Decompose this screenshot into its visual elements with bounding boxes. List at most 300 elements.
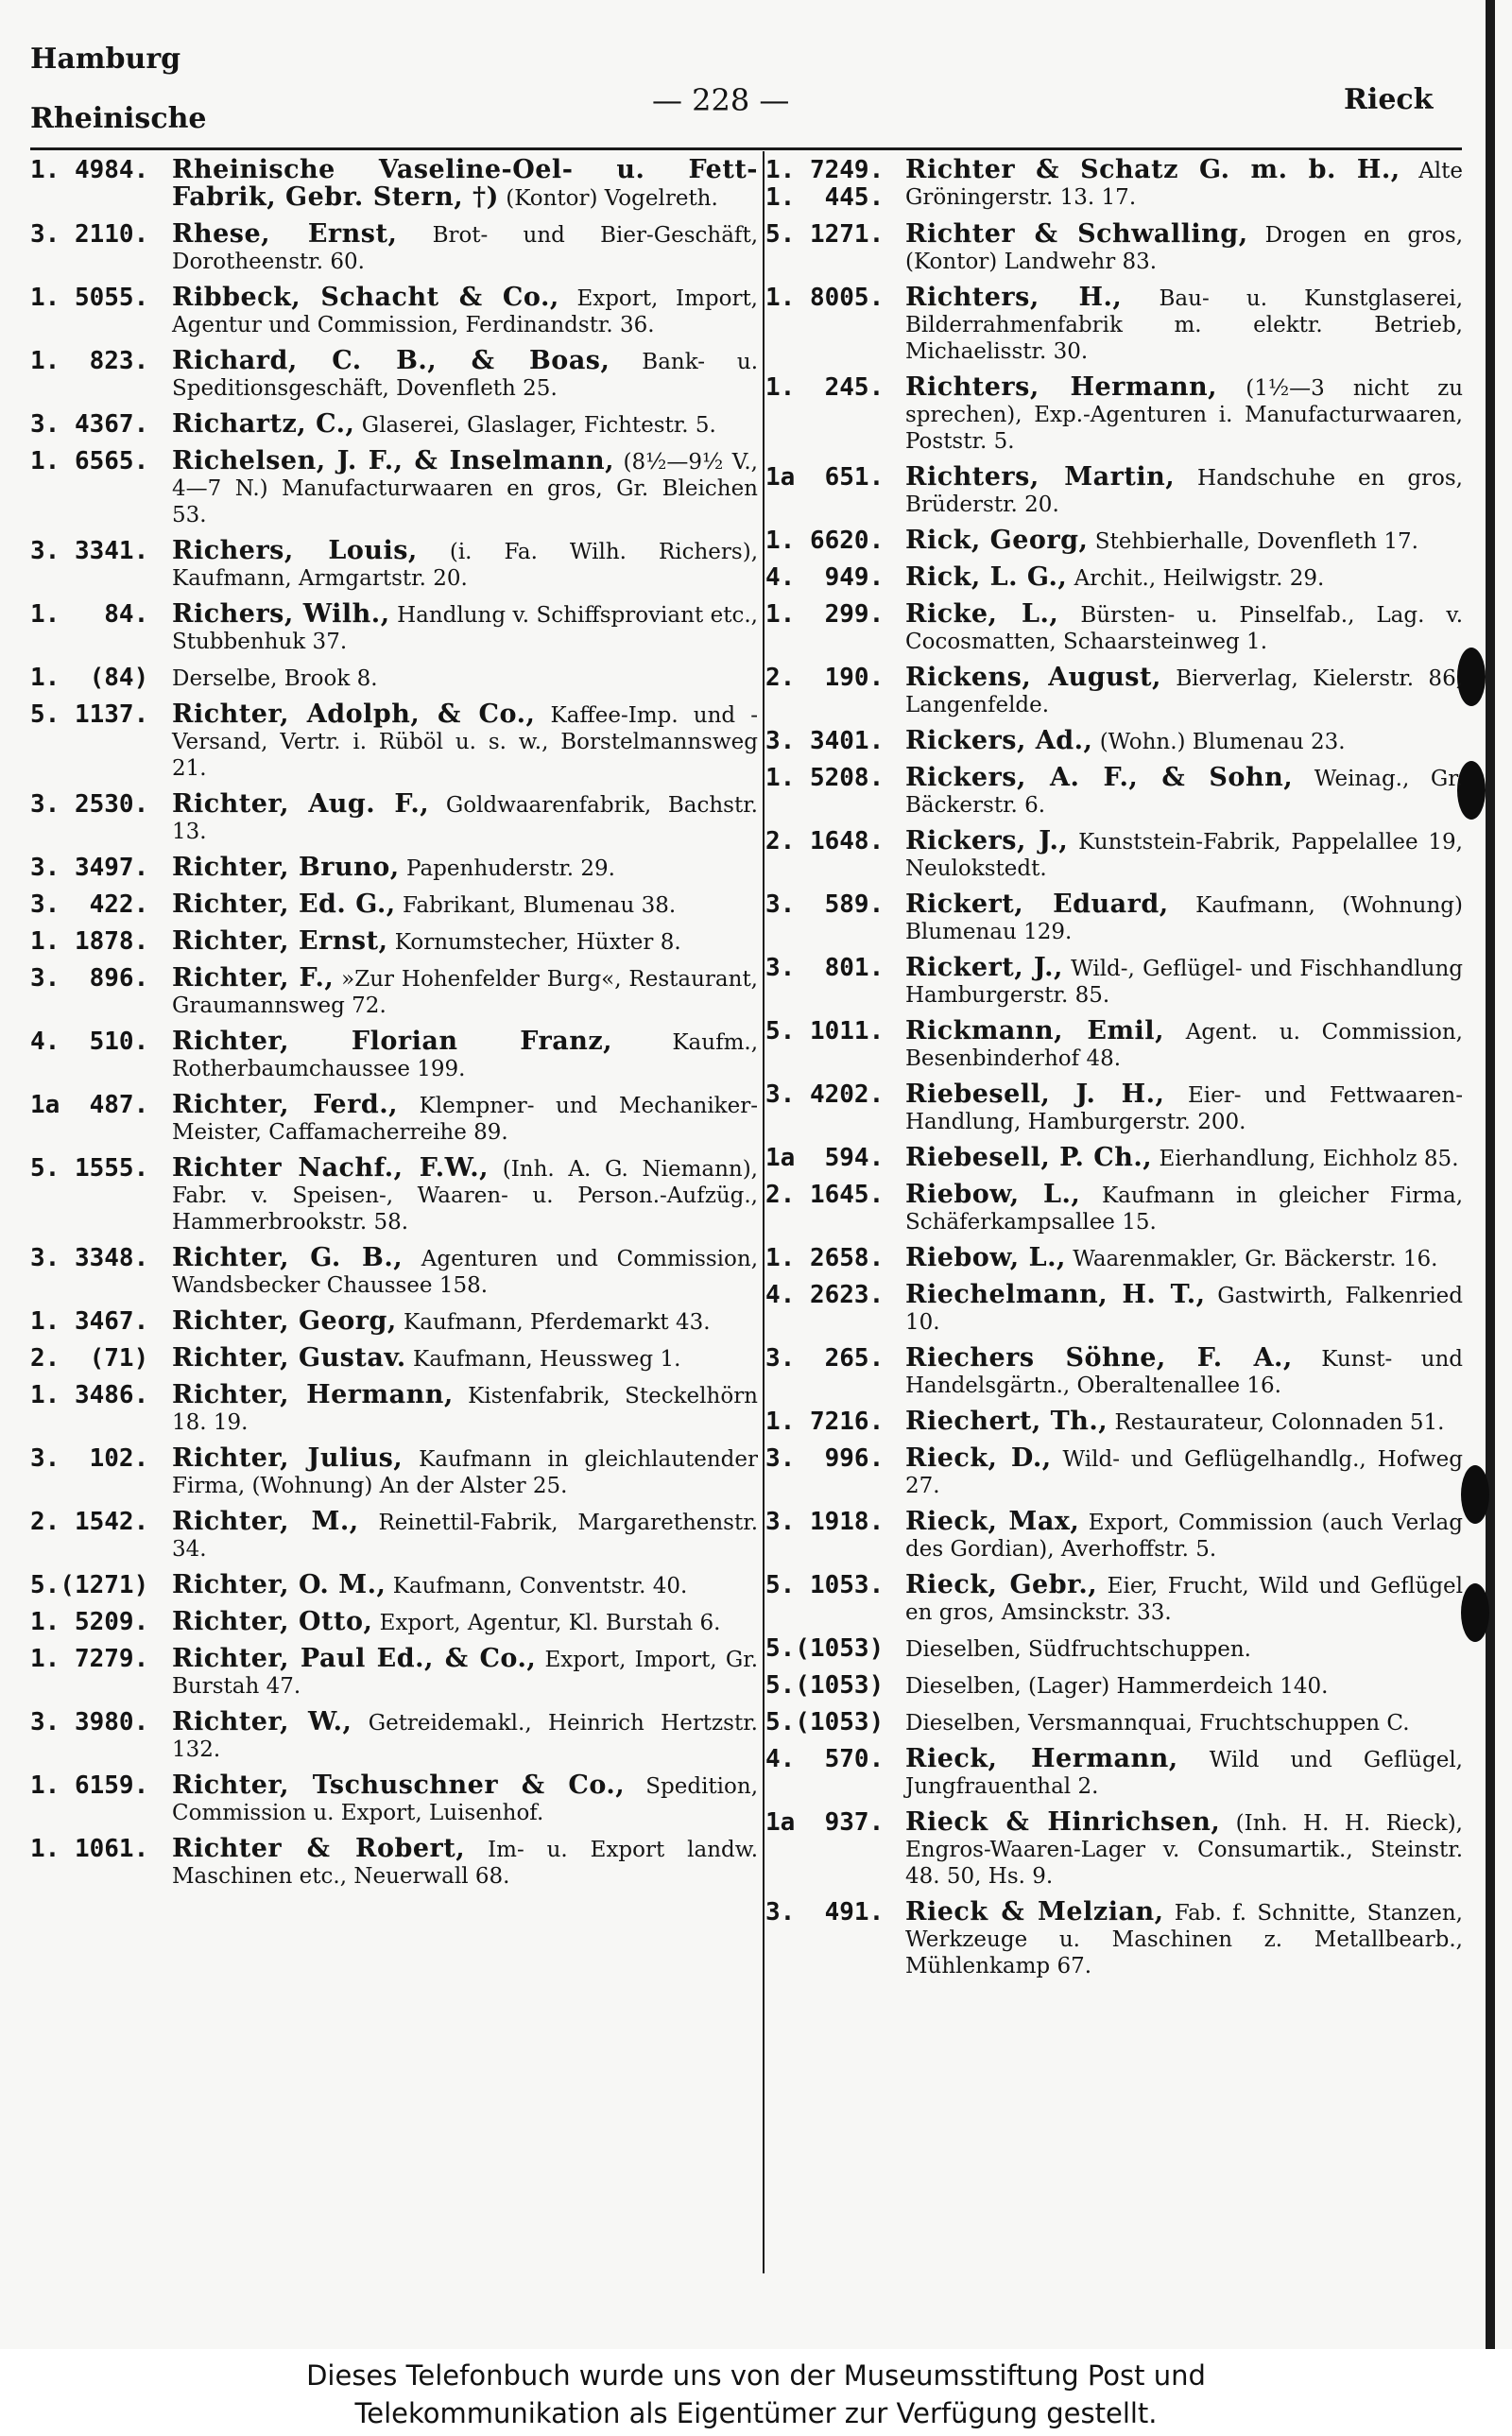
phone-number: 1a 937. <box>765 1808 885 1837</box>
entry-text <box>905 1672 1463 1700</box>
phone-number: 3. 102. <box>30 1444 149 1473</box>
entry-details: (1½—3 nicht zu sprechen), Exp.-Agenturen i. Manufacturwaaren, Poststr. 5. <box>905 376 1464 454</box>
phone-number: 3. 996. <box>765 1444 885 1473</box>
phone-number: 1. 7216. <box>765 1408 885 1436</box>
phone-number: 4. 949. <box>765 563 885 592</box>
entry-text <box>172 1572 758 1599</box>
entry-text <box>172 665 758 692</box>
entry-text <box>172 791 758 845</box>
directory-entry <box>765 1899 1463 1979</box>
footer-line-2: Telekommunikation als Eigentümer zur Verfügung gestellt. <box>354 2397 1158 2429</box>
directory-entry <box>765 601 1463 655</box>
phone-number: 1. 7249. 1. 445. <box>765 156 885 212</box>
phone-number: 1. 5209. <box>30 1608 149 1636</box>
entry-details: Export, Agentur, Kl. Burstah 6. <box>379 1611 721 1635</box>
entry-details: Alte Gröningerstr. 13. 17. <box>905 159 1464 210</box>
entry-text <box>172 221 758 275</box>
entry-text <box>905 1245 1463 1272</box>
entry-details: Export, Import, Gr. Burstah 47. <box>172 1648 759 1699</box>
entry-name: Richters, H., <box>905 283 1123 312</box>
entry-name: Rickers, Ad., <box>905 726 1093 755</box>
binding-hole <box>1461 1465 1489 1524</box>
entry-text <box>905 1408 1463 1436</box>
entry-details: Brot- und Bier-Geschäft, Dorotheenstr. 60. <box>172 223 758 274</box>
entry-name: Richter, M., <box>172 1507 359 1536</box>
entry-name: Rickens, August, <box>905 663 1161 692</box>
entry-name: Richter, Aug. F., <box>172 789 430 819</box>
binding-hole <box>1461 1583 1489 1642</box>
entry-name: Rieck, D., <box>905 1443 1052 1473</box>
phone-number: 3. 3497. <box>30 854 149 882</box>
footer-line-1: Dieses Telefonbuch wurde uns von der Museumsstiftung Post und <box>306 2359 1206 2392</box>
directory-entry <box>765 1408 1463 1436</box>
entry-name: Richters, Martin, <box>905 462 1176 492</box>
entry-name: Ribbeck, Schacht & Co., <box>172 283 559 312</box>
entry-details: Kaufmann in gleicher Firma, Schäferkampsallee 15. <box>905 1183 1464 1235</box>
entry-details: Kistenfabrik, Steckelhörn 18. 19. <box>172 1384 758 1435</box>
entry-text <box>172 1836 758 1890</box>
phone-number: 3. 265. <box>765 1344 885 1373</box>
directory-entry <box>30 1709 758 1763</box>
directory-entry <box>765 1809 1463 1890</box>
entry-details: Glaserei, Glaslager, Fichtestr. 5. <box>361 413 716 438</box>
phone-number: 1. 245. <box>765 373 885 402</box>
entry-details: Waarenmakler, Gr. Bäckerstr. 16. <box>1073 1247 1438 1271</box>
phone-number: 1. 84. <box>30 600 149 629</box>
phone-number: 1a 651. <box>765 463 885 492</box>
phone-number: 3. 422. <box>30 890 149 919</box>
entry-text <box>905 221 1463 275</box>
directory-entry <box>765 1282 1463 1336</box>
entry-name: Rick, L. G., <box>905 562 1068 592</box>
entry-details: Eier, Frucht, Wild und Geflügel en gros, Amsinckstr. 33. <box>905 1574 1464 1625</box>
directory-entry <box>30 1609 758 1636</box>
entry-details: Fabrikant, Blumenau 38. <box>402 893 677 918</box>
entry-name: Richard, C. B., & Boas, <box>172 346 610 375</box>
phone-number: 1. 299. <box>765 600 885 629</box>
directory-entry <box>30 855 758 882</box>
entry-text <box>172 157 758 212</box>
right-column <box>765 157 1463 1989</box>
entry-text <box>905 464 1463 518</box>
entry-details: Eier- und Fettwaaren-Handlung, Hamburgerstr. 200. <box>905 1083 1463 1134</box>
directory-entry <box>765 1572 1463 1626</box>
entry-name: Riebesell, J. H., <box>905 1080 1165 1109</box>
phone-number: 5. 1137. <box>30 700 149 729</box>
entry-text <box>172 538 758 592</box>
entry-details: (Inh. A. G. Niemann), Fabr. v. Speisen-, Waaren- u. Person.-Aufzüg., Hammerbrookstr. 58. <box>172 1157 758 1235</box>
entry-name: Richter, Tschuschner & Co., <box>172 1771 626 1800</box>
entry-text <box>172 965 758 1019</box>
entry-text <box>905 955 1463 1009</box>
entry-name: Rick, Georg, <box>905 526 1089 555</box>
directory-entry <box>765 1018 1463 1072</box>
directory-entry <box>765 1635 1463 1663</box>
entry-name: Riechelmann, H. T., <box>905 1280 1206 1309</box>
entry-details: Wild-, Geflügel- und Fischhandlung Hamburgerstr. 85. <box>905 957 1464 1008</box>
phone-number: 3. 3401. <box>765 727 885 755</box>
left-column <box>30 157 758 1899</box>
entry-text <box>905 728 1463 755</box>
entry-details: Handlung v. Schiffsproviant etc., Stubbenhuk 37. <box>172 603 758 654</box>
entry-name: Richter, F., <box>172 963 335 993</box>
entry-details: Derselbe, Brook 8. <box>172 666 378 691</box>
entry-details: Kaufmann, Conventstr. 40. <box>392 1574 688 1598</box>
directory-entry <box>765 665 1463 718</box>
phone-number: 5.(1053) <box>765 1671 885 1700</box>
entry-text <box>905 1182 1463 1235</box>
directory-entry <box>30 1772 758 1826</box>
directory-entry <box>30 1445 758 1499</box>
entry-details: Drogen en gros, (Kontor) Landwehr 83. <box>905 223 1464 274</box>
phone-number: 3. 1918. <box>765 1508 885 1536</box>
phone-number: 4. 2623. <box>765 1281 885 1309</box>
phone-number: 1. 7279. <box>30 1645 149 1673</box>
entry-details: Agenturen und Commission, Wandsbecker Chaussee 158. <box>172 1247 759 1298</box>
directory-entry <box>30 1028 758 1082</box>
directory-entry <box>765 1746 1463 1800</box>
entry-details: Papenhuderstr. 29. <box>406 856 615 881</box>
entry-text <box>172 601 758 655</box>
directory-entry <box>30 1572 758 1599</box>
entry-text <box>172 448 758 528</box>
entry-text <box>905 527 1463 555</box>
directory-entry <box>30 411 758 439</box>
entry-text <box>905 285 1463 365</box>
entry-name: Rhese, Ernst, <box>172 219 398 249</box>
entry-text <box>905 1709 1463 1736</box>
entry-text <box>172 411 758 439</box>
entry-details: Agent. u. Commission, Besenbinderhof 48. <box>905 1020 1463 1071</box>
entry-details: Kaufm., Rotherbaumchaussee 199. <box>172 1030 759 1081</box>
directory-entry <box>30 1646 758 1700</box>
directory-entry <box>765 1182 1463 1235</box>
entry-details: Bierverlag, Kielerstr. 86, Langenfelde. <box>905 666 1464 717</box>
phone-number: 3. 4367. <box>30 410 149 439</box>
entry-text <box>905 1572 1463 1626</box>
phone-number: 1. 3467. <box>30 1307 149 1336</box>
directory-entry <box>30 448 758 528</box>
entry-details: Eierhandlung, Eichholz 85. <box>1159 1147 1459 1171</box>
directory-entry <box>30 891 758 919</box>
entry-details: Spedition, Commission u. Export, Luisenhof. <box>172 1774 759 1825</box>
entry-name: Richter, Florian Franz, <box>172 1027 613 1056</box>
entry-details: (Wohn.) Blumenau 23. <box>1099 730 1346 754</box>
directory-entry <box>30 791 758 845</box>
running-head: Rieck <box>1344 83 1434 116</box>
directory-entry <box>765 1672 1463 1700</box>
directory-entry <box>765 1445 1463 1499</box>
entry-name: Richter, G. B., <box>172 1243 404 1272</box>
entry-text <box>905 374 1463 455</box>
entry-text <box>905 1899 1463 1979</box>
phone-number: 5.(1053) <box>765 1634 885 1663</box>
phone-number: 3. 589. <box>765 890 885 919</box>
entry-text <box>905 1282 1463 1336</box>
entry-text <box>905 601 1463 655</box>
phone-number: 2. 190. <box>765 664 885 692</box>
directory-entry <box>30 1345 758 1373</box>
directory-entry <box>30 157 758 212</box>
entry-name: Richter, Hermann, <box>172 1380 454 1409</box>
entry-text <box>905 1145 1463 1172</box>
header-rule <box>30 147 1462 150</box>
entry-name: Riebow, L., <box>905 1180 1081 1209</box>
entry-details: Bau- u. Kunstglaserei, Bilderrahmenfabrik m. elektr. Betrieb, Michaelisstr. 30. <box>905 286 1464 364</box>
entry-name: Richter & Schwalling, <box>905 219 1248 249</box>
directory-entry <box>30 1382 758 1436</box>
entry-details: Bank- u. Speditionsgeschäft, Dovenfleth 25. <box>172 350 759 401</box>
entry-text <box>905 1746 1463 1800</box>
entry-name: Riechers Söhne, F. A., <box>905 1343 1293 1373</box>
directory-entry <box>30 1836 758 1890</box>
phone-number: 1. 1061. <box>30 1835 149 1863</box>
entry-name: Richters, Hermann, <box>905 372 1218 402</box>
entry-text <box>172 348 758 402</box>
entry-text <box>172 1609 758 1636</box>
entry-name: Richter, Ed. G., <box>172 890 396 919</box>
entry-details: Bürsten- u. Pinselfab., Lag. v. Cocosmatten, Schaarsteinweg 1. <box>905 603 1464 654</box>
entry-details: Klempner- und Mechaniker-Meister, Caffamacherreihe 89. <box>172 1094 758 1145</box>
phone-number: 3. 2530. <box>30 790 149 819</box>
entry-name: Rickers, A. F., & Sohn, <box>905 763 1294 792</box>
phone-number: 1. 823. <box>30 347 149 375</box>
entry-details: Kaufmann, Heussweg 1. <box>413 1347 681 1372</box>
entry-text <box>172 1092 758 1146</box>
entry-text <box>905 1081 1463 1135</box>
entry-details: Dieselben, (Lager) Hammerdeich 140. <box>905 1674 1329 1699</box>
entry-text <box>172 891 758 919</box>
directory-entry <box>30 965 758 1019</box>
phone-number: 5. 1555. <box>30 1154 149 1183</box>
directory-entry <box>30 701 758 782</box>
entry-details: Dieselben, Versmannquai, Fruchtschuppen C. <box>905 1711 1410 1736</box>
entry-details: Kunst- und Handelsgärtn., Oberaltenallee 16. <box>905 1347 1464 1398</box>
entry-text <box>172 1772 758 1826</box>
entry-details: Export, Import, Agentur und Commission, Ferdinandstr. 36. <box>172 286 758 337</box>
entry-name: Riebow, L., <box>905 1243 1066 1272</box>
entry-text <box>905 1809 1463 1890</box>
phone-number: 1. 5208. <box>765 764 885 792</box>
phone-number: 5. 1011. <box>765 1017 885 1045</box>
entry-details: (8½—9½ V., 4—7 N.) Manufacturwaaren en gros, Gr. Bleichen 53. <box>172 450 758 527</box>
entry-name: Rickert, J., <box>905 953 1063 982</box>
entry-text <box>172 285 758 338</box>
entry-text <box>172 1709 758 1763</box>
directory-entry <box>765 1709 1463 1736</box>
directory-entry <box>30 1509 758 1563</box>
directory-entry <box>765 765 1463 819</box>
directory-entry <box>765 1345 1463 1399</box>
directory-entry <box>30 1092 758 1146</box>
entry-text <box>172 1245 758 1299</box>
directory-entry <box>765 828 1463 882</box>
phone-number: 5.(1271) <box>30 1571 149 1599</box>
phone-number: 3. 3348. <box>30 1244 149 1272</box>
entry-name: Rieck, Max, <box>905 1507 1080 1536</box>
entry-name: Richter, O. M., <box>172 1570 387 1599</box>
entry-text <box>172 1155 758 1235</box>
entry-text <box>905 564 1463 592</box>
entry-text <box>172 1646 758 1700</box>
entry-name: Rickmann, Emil, <box>905 1016 1164 1045</box>
entry-text <box>172 928 758 956</box>
entry-text <box>172 1445 758 1499</box>
phone-number: 3. 491. <box>765 1898 885 1926</box>
entry-name: Rieck & Melzian, <box>905 1897 1164 1926</box>
entry-details: Archit., Heilwigstr. 29. <box>1074 566 1325 591</box>
directory-entry <box>765 1509 1463 1563</box>
entry-text <box>905 1018 1463 1072</box>
entry-details: Im- u. Export landw. Maschinen etc., Neuerwall 68. <box>172 1838 759 1889</box>
entry-details: Restaurateur, Colonnaden 51. <box>1114 1410 1445 1435</box>
directory-entry <box>30 1245 758 1299</box>
entry-details: Reinettil-Fabrik, Margarethenstr. 34. <box>172 1511 759 1562</box>
entry-details: Stehbierhalle, Dovenfleth 17. <box>1094 529 1418 554</box>
phone-number: 1. 6620. <box>765 527 885 555</box>
directory-entry <box>30 1155 758 1235</box>
entry-name: Richter, Ferd., <box>172 1090 399 1119</box>
phone-number: 1. 8005. <box>765 284 885 312</box>
phone-number: 5. 1053. <box>765 1571 885 1599</box>
phone-number: 1a 487. <box>30 1091 149 1119</box>
entry-name: Rieck, Gebr., <box>905 1570 1098 1599</box>
phone-number: 3. 3980. <box>30 1708 149 1736</box>
entry-details: (Kontor) Vogelreth. <box>506 186 718 211</box>
page-number: — 228 — <box>652 82 790 118</box>
directory-entry <box>765 891 1463 945</box>
header-city: Hamburg <box>30 43 181 76</box>
entry-text <box>905 891 1463 945</box>
page-edge <box>1486 0 1495 2349</box>
entry-name: Richter & Schatz G. m. b. H., <box>905 155 1400 184</box>
entry-text <box>172 1308 758 1336</box>
directory-entry <box>765 1245 1463 1272</box>
directory-entry <box>765 955 1463 1009</box>
entry-details: Wild- und Geflügelhandlg., Hofweg 27. <box>905 1447 1464 1498</box>
phone-number: 1. 6565. <box>30 447 149 475</box>
directory-entry <box>765 728 1463 755</box>
entry-details: (Inh. H. H. Rieck), Engros-Waaren-Lager v. Consumartik., Steinstr. 48. 50, Hs. 9. <box>905 1811 1463 1889</box>
entry-name: Rheinische Vaseline-Oel- u. Fett-Fabrik, Gebr. Stern, †) <box>172 155 758 212</box>
entry-text <box>172 855 758 882</box>
entry-details: Kunststein-Fabrik, Pappelallee 19, Neulokstedt. <box>905 830 1463 881</box>
phone-number: 5.(1053) <box>765 1708 885 1736</box>
entry-details: Kaufmann in gleichlautender Firma, (Wohnung) An der Alster 25. <box>172 1447 759 1498</box>
entry-details: Kaufmann, Pferdemarkt 43. <box>404 1310 711 1335</box>
entry-text <box>172 1345 758 1373</box>
entry-details: Goldwaarenfabrik, Bachstr. 13. <box>172 793 758 844</box>
entry-name: Ricke, L., <box>905 599 1059 629</box>
phone-number: 1. 6159. <box>30 1771 149 1800</box>
directory-entry <box>765 1145 1463 1172</box>
entry-name: Rickers, J., <box>905 826 1069 855</box>
entry-name: Rieck & Hinrichsen, <box>905 1807 1221 1837</box>
phone-number: 3. 896. <box>30 964 149 993</box>
directory-entry <box>30 928 758 956</box>
phone-number: 3. 2110. <box>30 220 149 249</box>
directory-entry <box>765 564 1463 592</box>
directory-entry <box>30 221 758 275</box>
phone-number: 4. 510. <box>30 1028 149 1056</box>
header-section: Rheinische <box>30 102 207 135</box>
entry-details: Weinag., Gr. Bäckerstr. 6. <box>905 767 1464 818</box>
entry-text <box>905 157 1463 211</box>
entry-name: Richter, Ernst, <box>172 926 388 956</box>
phone-number: 1. 4984. <box>30 156 149 184</box>
entry-text <box>905 1345 1463 1399</box>
phone-number: 1a 594. <box>765 1144 885 1172</box>
entry-name: Riechert, Th., <box>905 1407 1108 1436</box>
entry-text <box>905 1509 1463 1563</box>
entry-details: (i. Fa. Wilh. Richers), Kaufmann, Armgartstr. 20. <box>172 540 759 591</box>
entry-text <box>905 828 1463 882</box>
directory-entry <box>30 665 758 692</box>
entry-text <box>905 1445 1463 1499</box>
entry-text <box>905 665 1463 718</box>
phone-number: 3. 3341. <box>30 537 149 565</box>
entry-details: Dieselben, Südfruchtschuppen. <box>905 1637 1251 1662</box>
directory-entry <box>30 1308 758 1336</box>
entry-name: Rickert, Eduard, <box>905 890 1169 919</box>
phone-number: 2. 1645. <box>765 1181 885 1209</box>
phone-number: 1. 5055. <box>30 284 149 312</box>
phone-number: 1. 2658. <box>765 1244 885 1272</box>
entry-details: »Zur Hohenfelder Burg«, Restaurant, Graumannsweg 72. <box>172 967 758 1018</box>
entry-details: Kaufmann, (Wohnung) Blumenau 129. <box>905 893 1463 944</box>
entry-details: Gastwirth, Falkenried 10. <box>905 1284 1464 1335</box>
entry-text <box>172 1382 758 1436</box>
entry-name: Richter, Otto, <box>172 1607 373 1636</box>
entry-details: Kornumstecher, Hüxter 8. <box>394 930 681 955</box>
directory-entry <box>30 348 758 402</box>
entry-text <box>905 765 1463 819</box>
entry-name: Richter, Bruno, <box>172 853 400 882</box>
entry-details: Fab. f. Schnitte, Stanzen, Werkzeuge u. Maschinen z. Metallbearb., Mühlenkamp 67. <box>905 1901 1463 1978</box>
phone-number: 1. 3486. <box>30 1381 149 1409</box>
entry-text <box>905 1635 1463 1663</box>
phone-number: 2. (71) <box>30 1344 149 1373</box>
phone-number: 1. 1878. <box>30 927 149 956</box>
entry-text <box>172 1509 758 1563</box>
directory-entry <box>765 527 1463 555</box>
directory-entry <box>30 601 758 655</box>
entry-name: Richelsen, J. F., & Inselmann, <box>172 446 615 475</box>
directory-entry <box>765 374 1463 455</box>
entry-name: Richers, Louis, <box>172 536 418 565</box>
entry-details: Getreidemakl., Heinrich Hertzstr. 132. <box>172 1711 758 1762</box>
directory-entry <box>765 285 1463 365</box>
phone-number: 2. 1648. <box>765 827 885 855</box>
directory-entry <box>765 221 1463 275</box>
entry-name: Rieck, Hermann, <box>905 1744 1178 1773</box>
phone-number: 3. 801. <box>765 954 885 982</box>
entry-details: Kaffee-Imp. und -Versand, Vertr. i. Rüböl u. s. w., Borstelmannsweg 21. <box>172 703 759 781</box>
entry-name: Richter & Robert, <box>172 1834 466 1863</box>
entry-name: Richter, W., <box>172 1707 352 1736</box>
phone-number: 5. 1271. <box>765 220 885 249</box>
directory-entry <box>765 464 1463 518</box>
phone-number: 3. 4202. <box>765 1080 885 1109</box>
entry-details: Export, Commission (auch Verlag des Gordian), Averhoffstr. 5. <box>905 1511 1463 1562</box>
entry-name: Richers, Wilh., <box>172 599 390 629</box>
entry-name: Richter, Adolph, & Co., <box>172 700 536 729</box>
entry-name: Richter, Gustav. <box>172 1343 406 1373</box>
directory-entry <box>765 1081 1463 1135</box>
entry-details: Wild und Geflügel, Jungfrauenthal 2. <box>905 1748 1463 1799</box>
phone-number: 2. 1542. <box>30 1508 149 1536</box>
phone-number: 4. 570. <box>765 1745 885 1773</box>
